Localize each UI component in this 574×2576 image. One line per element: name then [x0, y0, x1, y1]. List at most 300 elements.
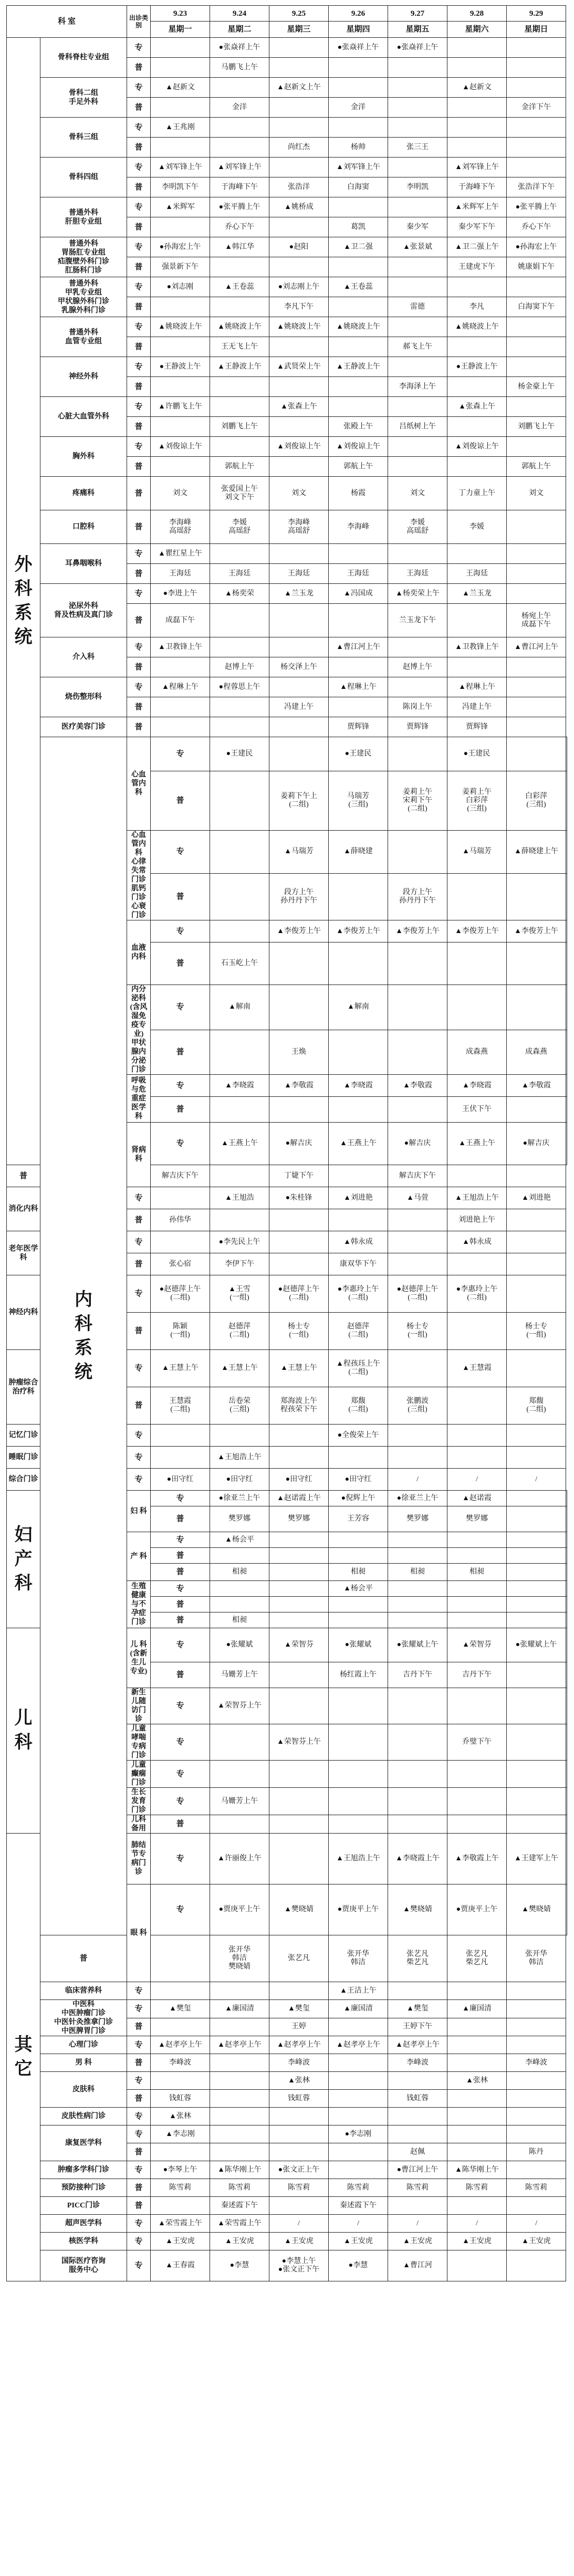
- doctor-schedule-cell: [447, 1387, 507, 1425]
- doctor-schedule-cell: 刘进艳上午: [447, 1209, 507, 1231]
- doctor-schedule-cell: [566, 1532, 567, 1548]
- doctor-schedule-cell: [447, 138, 507, 158]
- doctor-schedule-cell: [507, 1815, 566, 1834]
- doctor-schedule-cell: 葛凯: [329, 217, 388, 237]
- doctor-schedule-cell: [269, 544, 329, 564]
- doctor-schedule-cell: [151, 1187, 210, 1209]
- doctor-schedule-cell: [507, 697, 566, 717]
- department-cell: [40, 277, 127, 317]
- doctor-schedule-cell: [329, 1688, 388, 1724]
- doctor-schedule-cell: ▲姚晓波上午: [151, 317, 210, 337]
- doctor-schedule-cell: [269, 1425, 329, 1447]
- doctor-schedule-cell: ▲刘军锋上午: [447, 158, 507, 177]
- doctor-schedule-cell: 王海廷: [269, 564, 329, 584]
- department-name: 耳鼻咽喉科: [65, 560, 102, 568]
- doctor-schedule-cell: [269, 1097, 329, 1123]
- doctor-schedule-cell: [269, 2197, 329, 2215]
- clinic-type-cell: 普: [127, 177, 151, 197]
- department-name: 综合门诊: [8, 1475, 38, 1483]
- doctor-schedule-cell: 李峰波: [151, 2054, 210, 2072]
- doctor-schedule-cell: 张开华 韩洁: [329, 1935, 388, 1982]
- doctor-schedule-cell: [447, 1253, 507, 1275]
- doctor-schedule-cell: [269, 2108, 329, 2125]
- doctor-schedule-cell: ▲王安虎: [507, 2233, 566, 2250]
- department-cell: [127, 1724, 151, 1761]
- doctor-schedule-cell: ●朱桂锋: [269, 1187, 329, 1209]
- doctor-schedule-cell: [507, 657, 566, 677]
- schedule-row: [7, 544, 567, 564]
- department-cell: [40, 2072, 127, 2108]
- doctor-schedule-cell: 贾辉锋: [388, 717, 447, 737]
- doctor-schedule-cell: ▲刘俊谅上午: [447, 437, 507, 457]
- department-name: 皮肤科: [72, 2086, 95, 2093]
- schedule-row: [7, 118, 567, 138]
- doctor-schedule-cell: [329, 2108, 388, 2125]
- doctor-schedule-cell: [566, 1030, 567, 1075]
- doctor-schedule-cell: [388, 257, 447, 277]
- doctor-schedule-cell: [210, 1097, 269, 1123]
- doctor-schedule-cell: [329, 297, 388, 317]
- doctor-schedule-cell: [269, 118, 329, 138]
- clinic-type-cell: 专: [127, 2125, 151, 2143]
- schedule-row: [7, 477, 567, 510]
- department-cell: [40, 2161, 127, 2179]
- doctor-schedule-cell: [151, 697, 210, 717]
- department-name: 康复医学科: [65, 2139, 102, 2147]
- doctor-schedule-cell: ●张平腾上午: [210, 197, 269, 217]
- department-name: 内分泌科: [131, 986, 147, 1002]
- clinic-type-cell: 普: [40, 1935, 127, 1982]
- doctor-schedule-cell: [210, 297, 269, 317]
- schedule-row: [7, 237, 567, 257]
- doctor-schedule-cell: [447, 417, 507, 437]
- schedule-row: [7, 2179, 567, 2197]
- doctor-schedule-cell: 杨宛上午 成磊下午: [507, 604, 566, 637]
- doctor-schedule-cell: [566, 1491, 567, 1506]
- doctor-schedule-cell: ●田守红: [151, 1469, 210, 1491]
- doctor-schedule-cell: ●张耀斌: [329, 1628, 388, 1662]
- doctor-schedule-cell: ▲马瑞芳: [447, 831, 507, 874]
- department-cell: [127, 1834, 151, 1884]
- doctor-schedule-cell: 杨金豪上午: [507, 377, 566, 397]
- department-name: 与不孕症门诊: [131, 1600, 147, 1626]
- doctor-schedule-cell: 成森燕: [447, 1030, 507, 1075]
- doctor-schedule-cell: [388, 1097, 447, 1123]
- doctor-schedule-cell: 兰玉龙下午: [388, 604, 447, 637]
- category-char: 统: [14, 627, 33, 647]
- doctor-schedule-cell: [566, 1628, 567, 1662]
- doctor-schedule-cell: [566, 943, 567, 985]
- clinic-type-cell: 专: [127, 437, 151, 457]
- schedule-row: [7, 197, 567, 217]
- category-cell: [7, 1628, 40, 1834]
- doctor-schedule-cell: 相昶: [388, 1564, 447, 1581]
- doctor-schedule-cell: 赵博上午: [210, 657, 269, 677]
- clinic-type-cell: 专: [127, 118, 151, 138]
- department-name: 皮肤性病门诊: [61, 2112, 106, 2120]
- doctor-schedule-cell: 尚红杰: [269, 138, 329, 158]
- clinic-type-cell: 专: [127, 317, 151, 337]
- weekday-header: 星期三: [269, 22, 329, 38]
- doctor-schedule-cell: [566, 737, 567, 771]
- doctor-schedule-cell: [388, 985, 447, 1030]
- doctor-schedule-cell: ▲李敬霞: [269, 1075, 329, 1097]
- department-cell: [40, 437, 127, 477]
- department-cell: [7, 1447, 40, 1469]
- department-cell: [127, 1688, 151, 1724]
- doctor-schedule-cell: 白海窦下午: [507, 297, 566, 317]
- doctor-schedule-cell: 乔心下午: [507, 217, 566, 237]
- doctor-schedule-cell: 刘文: [151, 477, 210, 510]
- doctor-schedule-cell: ●张焱祥上午: [329, 38, 388, 58]
- doctor-schedule-cell: ●赵德萍上午 (二组): [388, 1275, 447, 1313]
- doctor-schedule-cell: [447, 277, 507, 297]
- doctor-schedule-cell: ▲樊晓婧: [269, 1884, 329, 1935]
- doctor-schedule-cell: [388, 1982, 447, 2000]
- doctor-schedule-cell: ▲曹江河上午: [329, 637, 388, 657]
- doctor-schedule-cell: 郭航上午: [329, 457, 388, 477]
- doctor-schedule-cell: [507, 1231, 566, 1253]
- doctor-schedule-cell: ▲王安虎: [329, 2233, 388, 2250]
- category-char: 它: [14, 2059, 33, 2079]
- doctor-schedule-cell: [566, 1688, 567, 1724]
- doctor-schedule-cell: [507, 317, 566, 337]
- department-name: 神经内科: [8, 1308, 38, 1316]
- doctor-schedule-cell: [388, 98, 447, 118]
- clinic-type-cell: 专: [127, 397, 151, 417]
- department-name: 心衰门诊: [131, 903, 147, 919]
- clinic-type-cell: 普: [127, 1253, 151, 1275]
- doctor-schedule-cell: /: [329, 2215, 388, 2233]
- doctor-schedule-cell: [507, 1253, 566, 1275]
- section-header: 科 室: [7, 6, 127, 38]
- date-header: 9.23: [151, 6, 210, 22]
- doctor-schedule-cell: 金洋下午: [507, 98, 566, 118]
- doctor-schedule-cell: [447, 377, 507, 397]
- doctor-schedule-cell: ▲张森上午: [269, 397, 329, 417]
- clinic-type-cell: 普: [151, 1030, 210, 1075]
- department-cell: [40, 2215, 127, 2233]
- department-cell: [127, 1123, 151, 1187]
- doctor-schedule-cell: ▲王安虎: [269, 2233, 329, 2250]
- department-name: 中医科: [72, 2001, 95, 2008]
- doctor-schedule-cell: [447, 1815, 507, 1834]
- doctor-schedule-cell: 李媛 高瑶舒: [210, 510, 269, 544]
- department-name: 新生儿随访门诊: [131, 1689, 147, 1723]
- doctor-schedule-cell: ▲刘俊谅上午: [269, 437, 329, 457]
- department-name: 儿童哮喘专病门诊: [131, 1725, 147, 1760]
- doctor-schedule-cell: ▲杨奕荣: [210, 584, 269, 604]
- doctor-schedule-cell: ▲曹江河: [388, 2250, 447, 2281]
- clinic-type-cell: 专: [127, 1447, 151, 1469]
- doctor-schedule-cell: 陈岗上午: [388, 697, 447, 717]
- doctor-schedule-cell: ●张耀斌上午: [388, 1628, 447, 1662]
- doctor-schedule-cell: [447, 1761, 507, 1788]
- clinic-type-cell: 专: [127, 1187, 151, 1209]
- doctor-schedule-cell: 岳卷荣 (三组): [210, 1387, 269, 1425]
- doctor-schedule-cell: /: [447, 1469, 507, 1491]
- clinic-type-cell: 专: [151, 985, 210, 1030]
- doctor-schedule-cell: ●孙海宏上午: [151, 237, 210, 257]
- doctor-schedule-cell: ▲瞿红星上午: [151, 544, 210, 564]
- doctor-schedule-cell: [269, 737, 329, 771]
- doctor-schedule-cell: [566, 1761, 567, 1788]
- doctor-schedule-cell: [507, 1425, 566, 1447]
- type-header: 出诊类别: [127, 6, 151, 38]
- doctor-schedule-cell: [388, 1425, 447, 1447]
- doctor-schedule-cell: [210, 257, 269, 277]
- schedule-row: [7, 317, 567, 337]
- doctor-schedule-cell: 段方上午 孙丹丹下午: [269, 873, 329, 920]
- doctor-schedule-cell: [507, 1612, 566, 1628]
- department-name: 普通外科: [69, 208, 98, 217]
- doctor-schedule-cell: [269, 1788, 329, 1815]
- doctor-schedule-cell: [447, 1982, 507, 2000]
- clinic-type-cell: 专: [127, 78, 151, 98]
- doctor-schedule-cell: ●李惠玲上午 (二组): [329, 1275, 388, 1313]
- category-cell: [40, 737, 127, 1935]
- doctor-schedule-cell: [210, 544, 269, 564]
- doctor-schedule-cell: 乔心下午: [210, 217, 269, 237]
- weekday-header: 星期一: [151, 22, 210, 38]
- doctor-schedule-cell: ▲赵新文: [151, 78, 210, 98]
- doctor-schedule-cell: [269, 717, 329, 737]
- department-cell: [40, 317, 127, 357]
- clinic-type-cell: 专: [127, 1425, 151, 1447]
- doctor-schedule-cell: ▲李晓霞: [447, 1075, 507, 1097]
- doctor-schedule-cell: 樊罗娜: [210, 1506, 269, 1532]
- doctor-schedule-cell: 丁婕下午: [269, 1165, 329, 1187]
- doctor-schedule-cell: [388, 1612, 447, 1628]
- doctor-schedule-cell: ▲程琳上午: [329, 677, 388, 697]
- doctor-schedule-cell: [210, 1548, 269, 1564]
- clinic-type-cell: 专: [127, 1275, 151, 1313]
- doctor-schedule-cell: ▲杨奕荣上午: [388, 584, 447, 604]
- department-name: 心血管内科: [131, 771, 147, 797]
- doctor-schedule-cell: 姜莉下午上 (二组): [269, 771, 329, 831]
- clinic-type-cell: 普: [151, 873, 210, 920]
- doctor-schedule-cell: ●张平腾上午: [507, 197, 566, 217]
- doctor-schedule-cell: 李海峰 高瑶舒: [151, 510, 210, 544]
- doctor-schedule-cell: [269, 1548, 329, 1564]
- doctor-schedule-cell: ▲廉国清: [447, 2000, 507, 2018]
- department-name: (含新生儿专业): [130, 1649, 148, 1676]
- schedule-row: [7, 2000, 567, 2018]
- department-name: 服务中心: [69, 2266, 98, 2274]
- doctor-schedule-cell: ▲马萱: [388, 1187, 447, 1209]
- doctor-schedule-cell: [447, 2018, 507, 2036]
- doctor-schedule-cell: [329, 943, 388, 985]
- doctor-schedule-cell: [507, 943, 566, 985]
- doctor-schedule-cell: [447, 2108, 507, 2125]
- doctor-schedule-cell: [388, 1209, 447, 1231]
- doctor-schedule-cell: 钱虹蓉: [388, 2090, 447, 2108]
- doctor-schedule-cell: [210, 771, 269, 831]
- clinic-type-cell: 专: [151, 1491, 210, 1506]
- doctor-schedule-cell: ▲薛晓建上午: [507, 831, 566, 874]
- doctor-schedule-cell: [447, 1581, 507, 1597]
- doctor-schedule-cell: [210, 138, 269, 158]
- doctor-schedule-cell: [151, 1447, 210, 1469]
- doctor-schedule-cell: [447, 604, 507, 637]
- department-cell: [40, 2036, 127, 2054]
- clinic-type-cell: 普: [127, 2143, 151, 2161]
- doctor-schedule-cell: [269, 1612, 329, 1628]
- doctor-schedule-cell: [151, 2143, 210, 2161]
- schedule-row: [7, 1935, 567, 1982]
- department-cell: [7, 1187, 40, 1231]
- doctor-schedule-cell: [507, 2000, 566, 2018]
- department-cell: [40, 584, 127, 637]
- clinic-type-cell: 专: [151, 1123, 210, 1165]
- doctor-schedule-cell: 乔璧下午: [447, 1724, 507, 1761]
- doctor-schedule-cell: [269, 1688, 329, 1724]
- doctor-schedule-cell: [329, 1165, 388, 1187]
- category-char: 外: [14, 555, 33, 574]
- department-cell: [40, 78, 127, 118]
- doctor-schedule-cell: ●全俊荣上午: [329, 1425, 388, 1447]
- doctor-schedule-cell: ▲王静波上午: [329, 357, 388, 377]
- doctor-schedule-cell: 张鹏波 (三组): [388, 1387, 447, 1425]
- department-name: 预防接种门诊: [61, 2184, 106, 2192]
- department-name: 普通外科: [69, 239, 98, 248]
- doctor-schedule-cell: [151, 1935, 210, 1982]
- doctor-schedule-cell: 强景新下午: [151, 257, 210, 277]
- weekday-header: 星期二: [210, 22, 269, 38]
- doctor-schedule-cell: [151, 98, 210, 118]
- clinic-type-cell: 普: [127, 417, 151, 437]
- category-char: 科: [75, 1314, 92, 1334]
- category-cell: [7, 1834, 40, 2281]
- doctor-schedule-cell: [507, 1724, 566, 1761]
- doctor-schedule-cell: ▲王燕上午: [447, 1123, 507, 1165]
- doctor-schedule-cell: ▲韩永成: [329, 1231, 388, 1253]
- date-header: 9.29: [507, 6, 566, 22]
- doctor-schedule-cell: 陈雪莉: [447, 2179, 507, 2197]
- doctor-schedule-cell: [507, 985, 566, 1030]
- doctor-schedule-cell: [210, 2125, 269, 2143]
- doctor-schedule-cell: /: [507, 2215, 566, 2233]
- department-cell: [40, 2000, 127, 2036]
- doctor-schedule-cell: 刘文: [269, 477, 329, 510]
- department-cell: [40, 2054, 127, 2072]
- doctor-schedule-cell: 孙伟华: [151, 1209, 210, 1231]
- doctor-schedule-cell: 王婷下午: [388, 2018, 447, 2036]
- doctor-schedule-cell: ●李志刚: [329, 2125, 388, 2143]
- doctor-schedule-cell: [210, 377, 269, 397]
- doctor-schedule-cell: ▲卫教锋上午: [447, 637, 507, 657]
- department-cell: [40, 2179, 127, 2197]
- department-cell: [40, 357, 127, 397]
- doctor-schedule-cell: 冯建上午: [269, 697, 329, 717]
- doctor-schedule-cell: ▲武贤荣上午: [269, 357, 329, 377]
- doctor-schedule-cell: [566, 873, 567, 920]
- doctor-schedule-cell: [210, 697, 269, 717]
- doctor-schedule-cell: [507, 2250, 566, 2281]
- clinic-type-cell: 专: [127, 2036, 151, 2054]
- doctor-schedule-cell: ▲荣雪霞上午: [210, 2215, 269, 2233]
- schedule-row: [7, 677, 567, 697]
- doctor-schedule-cell: ▲李晓霞上午: [388, 1834, 447, 1884]
- doctor-schedule-cell: [151, 377, 210, 397]
- doctor-schedule-cell: [269, 1761, 329, 1788]
- doctor-schedule-cell: ▲李敬霞: [507, 1075, 566, 1097]
- doctor-schedule-cell: [329, 2072, 388, 2090]
- clinic-type-cell: 专: [127, 277, 151, 297]
- doctor-schedule-cell: 张开华 韩洁: [507, 1935, 566, 1982]
- doctor-schedule-cell: 解吉庆下午: [388, 1165, 447, 1187]
- doctor-schedule-cell: 秦述霞下午: [210, 2197, 269, 2215]
- doctor-schedule-cell: ▲李敬霞: [388, 1075, 447, 1097]
- department-name: 肛肠科门诊: [65, 266, 102, 275]
- doctor-schedule-cell: [269, 1231, 329, 1253]
- schedule-row: [7, 2072, 567, 2090]
- doctor-schedule-cell: ▲赵新文: [447, 78, 507, 98]
- doctor-schedule-cell: 相昶: [447, 1564, 507, 1581]
- department-name: PICC门诊: [67, 2202, 100, 2210]
- doctor-schedule-cell: ▲王卷蕊: [210, 277, 269, 297]
- doctor-schedule-cell: [388, 118, 447, 138]
- doctor-schedule-cell: /: [388, 1469, 447, 1491]
- doctor-schedule-cell: [507, 510, 566, 544]
- doctor-schedule-cell: [566, 920, 567, 943]
- doctor-schedule-cell: [210, 2072, 269, 2090]
- doctor-schedule-cell: 陈雪莉: [329, 2179, 388, 2197]
- department-cell: [40, 717, 127, 737]
- doctor-schedule-cell: [388, 457, 447, 477]
- doctor-schedule-cell: ▲樊晓婧: [507, 1884, 566, 1935]
- doctor-schedule-cell: ▲姚晓波上午: [210, 317, 269, 337]
- doctor-schedule-cell: ▲王安虎: [447, 2233, 507, 2250]
- doctor-schedule-cell: ●王建民: [447, 737, 507, 771]
- doctor-schedule-cell: [269, 417, 329, 437]
- doctor-schedule-cell: ●王建民: [329, 737, 388, 771]
- doctor-schedule-cell: 郭航上午: [210, 457, 269, 477]
- doctor-schedule-cell: [388, 1815, 447, 1834]
- doctor-schedule-cell: [388, 58, 447, 78]
- clinic-type-cell: 普: [7, 1165, 40, 1187]
- doctor-schedule-cell: 张开华 韩洁 樊晓婧: [210, 1935, 269, 1982]
- doctor-schedule-cell: [388, 1030, 447, 1075]
- doctor-schedule-cell: [447, 873, 507, 920]
- doctor-schedule-cell: ▲王慧上午: [151, 1350, 210, 1387]
- doctor-schedule-cell: [447, 2143, 507, 2161]
- doctor-schedule-cell: ●程蓉思上午: [210, 677, 269, 697]
- doctor-schedule-cell: [507, 138, 566, 158]
- doctor-schedule-cell: ▲赵孝亭上午: [269, 2036, 329, 2054]
- doctor-schedule-cell: [507, 1447, 566, 1469]
- doctor-schedule-cell: [210, 1724, 269, 1761]
- schedule-row: [7, 357, 567, 377]
- doctor-schedule-cell: [566, 1834, 567, 1884]
- clinic-type-cell: 专: [127, 1469, 151, 1491]
- doctor-schedule-cell: ▲兰玉龙: [447, 584, 507, 604]
- department-name: 妇 科: [130, 1507, 147, 1515]
- doctor-schedule-cell: ▲韩江华: [210, 237, 269, 257]
- clinic-type-cell: 普: [151, 1815, 210, 1834]
- doctor-schedule-cell: ●田守红: [210, 1469, 269, 1491]
- department-cell: [127, 1761, 151, 1788]
- doctor-schedule-cell: [447, 98, 507, 118]
- doctor-schedule-cell: [507, 544, 566, 564]
- doctor-schedule-cell: 王慧霞 (二组): [151, 1387, 210, 1425]
- doctor-schedule-cell: [210, 717, 269, 737]
- doctor-schedule-cell: [566, 985, 567, 1030]
- clinic-type-cell: 普: [127, 1313, 151, 1350]
- clinic-type-cell: 专: [127, 2215, 151, 2233]
- doctor-schedule-cell: [329, 1030, 388, 1075]
- clinic-type-cell: 普: [127, 2054, 151, 2072]
